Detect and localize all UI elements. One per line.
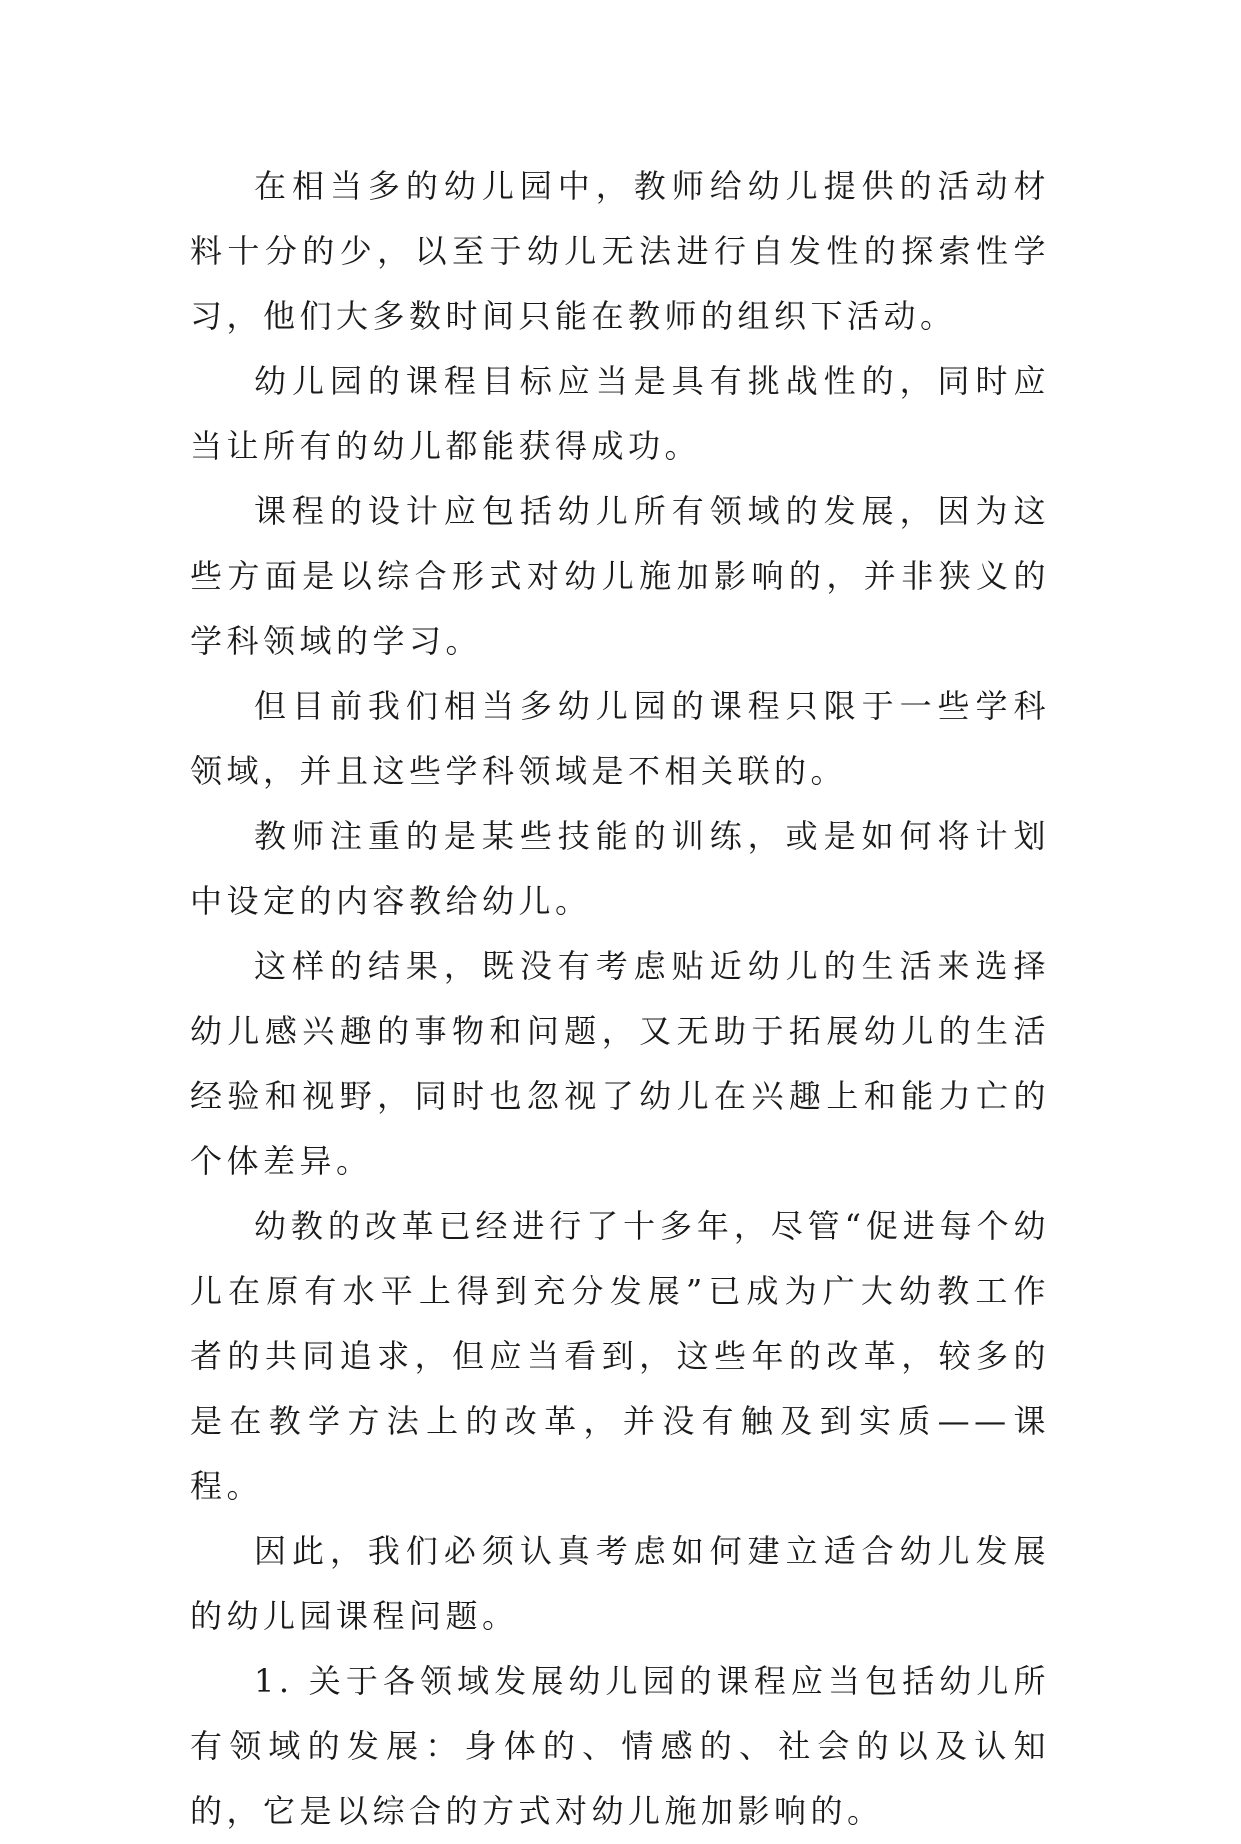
- paragraph: 在相当多的幼儿园中，教师给幼儿提供的活动材料十分的少，以至于幼儿无法进行自发性的探索性学习，他们大多数时间只能在教师的组织下活动。: [190, 167, 1050, 335]
- paragraph: 教师注重的是某些技能的训练，或是如何将计划中设定的内容教给幼儿。: [190, 817, 1050, 920]
- paragraph: 1. 关于各领域发展幼儿园的课程应当包括幼儿所有领域的发展：身体的、情感的、社会的以及认知的，它是以综合的方式对幼儿施加影响的。: [190, 1662, 1050, 1830]
- paragraph: 课程的设计应包括幼儿所有领域的发展，因为这些方面是以综合形式对幼儿施加影响的，并非狭义的学科领域的学习。: [190, 492, 1050, 660]
- paragraph: 这样的结果，既没有考虑贴近幼儿的生活来选择幼儿感兴趣的事物和问题，又无助于拓展幼儿的生活经验和视野，同时也忽视了幼儿在兴趣上和能力亡的个体差异。: [190, 947, 1050, 1180]
- paragraph: 但目前我们相当多幼儿园的课程只限于一些学科领域，并且这些学科领域是不相关联的。: [190, 687, 1050, 790]
- paragraph: 幼儿园的课程目标应当是具有挑战性的，同时应当让所有的幼儿都能获得成功。: [190, 362, 1050, 465]
- document-body: [190, 154, 1050, 1844]
- paragraph: 幼教的改革已经进行了十多年，尽管“促进每个幼儿在原有水平上得到充分发展”已成为广大幼教工作者的共同追求，但应当看到，这些年的改革，较多的是在教学方法上的改革，并没有触及到实质——课程。: [190, 1207, 1050, 1505]
- paragraph: 因此，我们必须认真考虑如何建立适合幼儿发展的幼儿园课程问题。: [190, 1532, 1050, 1635]
